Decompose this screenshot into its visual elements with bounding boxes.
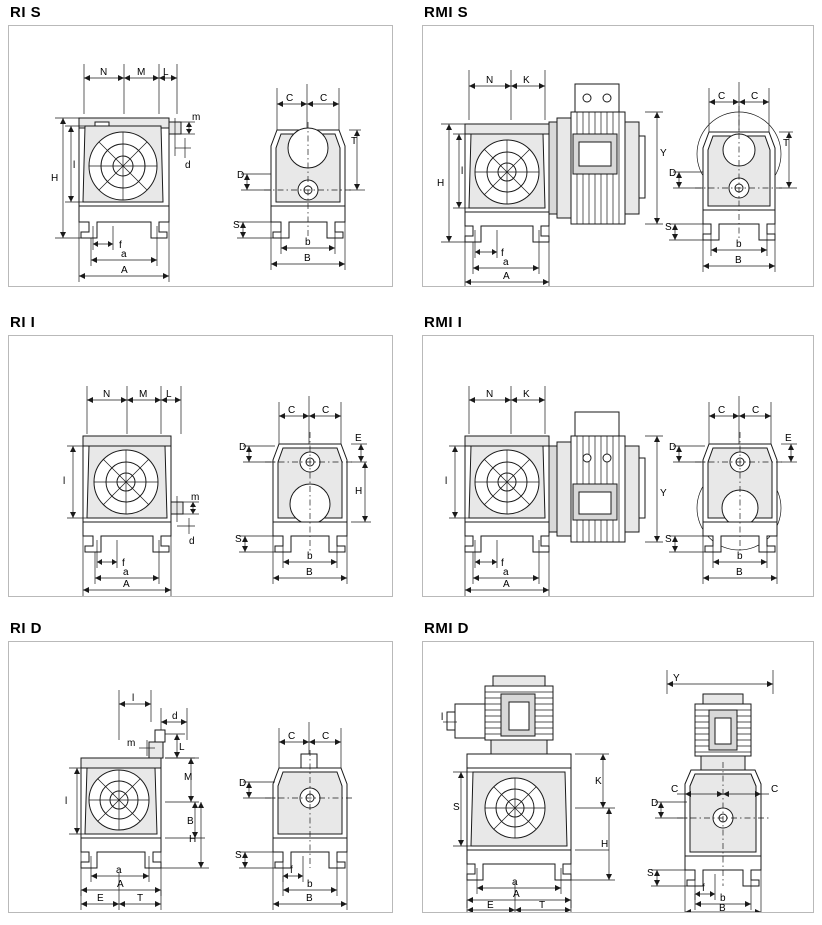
svg-text:l: l	[65, 796, 68, 807]
svg-text:B: B	[306, 893, 313, 904]
svg-text:l: l	[132, 693, 135, 704]
svg-text:N: N	[103, 389, 111, 400]
panel-title-ri-s: RI S	[10, 4, 42, 21]
svg-text:l: l	[461, 166, 464, 177]
svg-text:T: T	[351, 136, 358, 147]
panel-title-rmi-i: RMI I	[424, 314, 463, 331]
svg-text:b: b	[720, 893, 726, 904]
svg-text:m: m	[192, 112, 201, 123]
svg-text:m: m	[127, 738, 136, 749]
svg-text:b: b	[736, 239, 742, 250]
svg-text:H: H	[355, 486, 363, 497]
svg-text:C: C	[286, 93, 294, 104]
svg-text:M: M	[137, 67, 146, 78]
svg-text:d: d	[185, 160, 191, 171]
svg-text:f: f	[501, 558, 504, 569]
svg-text:C: C	[322, 731, 330, 742]
svg-text:a: a	[503, 257, 509, 268]
svg-text:L: L	[166, 389, 172, 400]
panel-ri-d	[8, 620, 398, 920]
svg-text:L: L	[179, 742, 185, 753]
svg-text:S: S	[235, 850, 242, 861]
svg-text:f: f	[122, 558, 125, 569]
svg-text:K: K	[595, 776, 602, 787]
svg-text:C: C	[751, 91, 759, 102]
svg-text:D: D	[651, 798, 659, 809]
svg-text:N: N	[100, 67, 108, 78]
svg-text:C: C	[771, 784, 779, 795]
svg-text:N: N	[486, 75, 494, 86]
panel-box-rmi-s	[422, 25, 814, 287]
svg-text:l: l	[441, 712, 444, 723]
svg-text:Y: Y	[673, 673, 680, 684]
svg-text:A: A	[503, 271, 510, 282]
svg-text:d: d	[172, 711, 178, 722]
diagram-ri-d	[9, 642, 393, 913]
svg-text:b: b	[307, 879, 313, 890]
svg-text:T: T	[137, 893, 144, 904]
svg-text:D: D	[669, 168, 677, 179]
svg-text:m: m	[191, 492, 200, 503]
svg-text:a: a	[512, 877, 518, 888]
panel-box-rmi-d	[422, 641, 814, 913]
svg-text:a: a	[121, 249, 127, 260]
svg-text:Y: Y	[660, 148, 667, 159]
panel-rmi-d	[422, 620, 818, 920]
svg-text:K: K	[523, 75, 530, 86]
svg-text:C: C	[320, 93, 328, 104]
svg-text:d: d	[189, 536, 195, 547]
svg-text:N: N	[486, 389, 494, 400]
svg-text:B: B	[736, 567, 743, 578]
svg-text:C: C	[752, 405, 760, 416]
diagram-ri-s	[9, 26, 393, 287]
svg-text:A: A	[123, 579, 130, 590]
svg-text:S: S	[233, 220, 240, 231]
svg-text:C: C	[322, 405, 330, 416]
svg-text:T: T	[539, 900, 546, 911]
svg-text:D: D	[237, 170, 245, 181]
panel-box-rmi-i	[422, 335, 814, 597]
panel-box-ri-s	[8, 25, 393, 287]
svg-text:b: b	[307, 551, 313, 562]
svg-text:B: B	[735, 255, 742, 266]
svg-text:l: l	[73, 160, 76, 171]
svg-text:S: S	[665, 534, 672, 545]
diagram-ri-i	[9, 336, 393, 597]
svg-text:C: C	[288, 731, 296, 742]
panel-title-rmi-d: RMI D	[424, 620, 469, 637]
svg-text:K: K	[523, 389, 530, 400]
svg-text:f: f	[501, 248, 504, 259]
svg-text:l: l	[63, 476, 66, 487]
panel-ri-s	[8, 4, 398, 294]
svg-text:D: D	[239, 778, 247, 789]
svg-text:M: M	[139, 389, 148, 400]
svg-text:D: D	[239, 442, 247, 453]
svg-text:C: C	[718, 91, 726, 102]
svg-text:f: f	[119, 240, 122, 251]
diagram-rmi-d	[423, 642, 814, 913]
svg-text:L: L	[163, 67, 169, 78]
svg-text:S: S	[647, 868, 654, 879]
svg-text:M: M	[184, 772, 193, 783]
svg-text:B: B	[306, 567, 313, 578]
svg-text:B: B	[304, 253, 311, 264]
diagram-rmi-i	[423, 336, 814, 597]
svg-text:H: H	[51, 173, 59, 184]
panel-title-rmi-s: RMI S	[424, 4, 469, 21]
panel-rmi-i	[422, 314, 818, 604]
svg-text:H: H	[601, 839, 609, 850]
svg-text:b: b	[737, 551, 743, 562]
svg-text:C: C	[718, 405, 726, 416]
svg-text:B: B	[719, 903, 726, 913]
svg-text:E: E	[97, 893, 104, 904]
svg-text:B: B	[187, 816, 194, 827]
svg-text:A: A	[503, 579, 510, 590]
svg-text:l: l	[445, 476, 448, 487]
svg-text:C: C	[288, 405, 296, 416]
svg-text:A: A	[513, 889, 520, 900]
svg-text:a: a	[116, 865, 122, 876]
svg-text:E: E	[355, 433, 362, 444]
panel-ri-i	[8, 314, 398, 604]
svg-text:A: A	[117, 879, 124, 890]
svg-text:H: H	[189, 834, 197, 845]
svg-text:a: a	[123, 567, 129, 578]
panel-title-ri-i: RI I	[10, 314, 36, 331]
svg-text:D: D	[669, 442, 677, 453]
panel-rmi-s	[422, 4, 818, 294]
svg-text:S: S	[665, 222, 672, 233]
svg-text:S: S	[453, 802, 460, 813]
svg-text:E: E	[487, 900, 494, 911]
diagram-rmi-s	[423, 26, 814, 287]
svg-text:T: T	[783, 138, 790, 149]
svg-text:a: a	[503, 567, 509, 578]
panel-box-ri-d	[8, 641, 393, 913]
svg-text:C: C	[671, 784, 679, 795]
svg-text:E: E	[785, 433, 792, 444]
svg-text:b: b	[305, 237, 311, 248]
svg-text:H: H	[437, 178, 445, 189]
svg-text:f: f	[290, 865, 293, 876]
panel-box-ri-i	[8, 335, 393, 597]
svg-text:f: f	[702, 883, 705, 894]
svg-text:Y: Y	[660, 488, 667, 499]
panel-title-ri-d: RI D	[10, 620, 42, 637]
svg-text:A: A	[121, 265, 128, 276]
svg-text:S: S	[235, 534, 242, 545]
